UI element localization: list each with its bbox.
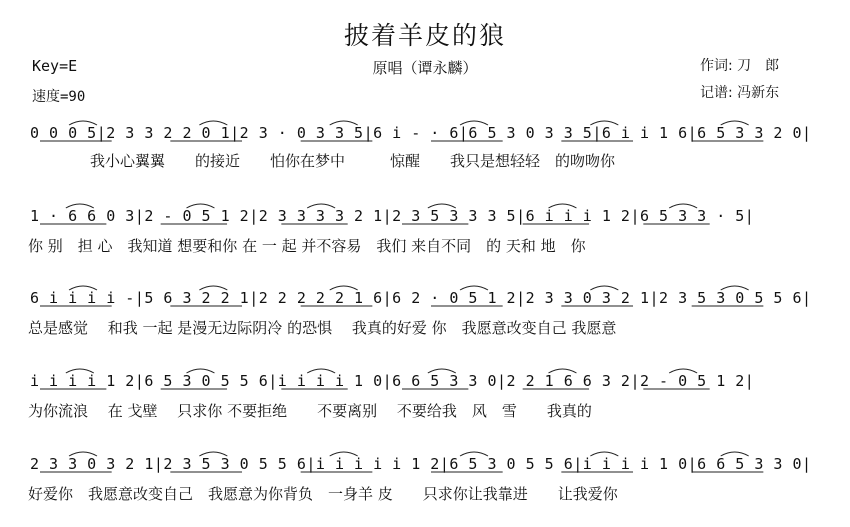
slur-arc — [199, 286, 227, 290]
slur-arc — [428, 204, 456, 208]
song-title: 披着羊皮的狼 — [343, 21, 506, 50]
notation-line-1: 0 0 0 5|2 3 3 2 2 0 1|2 3 · 0 3 3 5|6 i - · 6|6 5 3 0 3 3 5|6 i i 1 6|6 5 3 3 2 0| — [30, 124, 812, 142]
notation-line-2: 1 · 6 6 0 3|2 - 0 5 1 2|2 3 3 3 3 2 1|2 3 5 3 3 3 5|6 i i i 1 2|6 5 3 3 · 5| — [30, 207, 755, 225]
slur-arc — [66, 204, 94, 208]
slur-arc — [721, 452, 749, 456]
original-singer: 原唱（谭永麟） — [372, 59, 478, 77]
slur-arc — [330, 121, 358, 125]
slur-arc — [548, 204, 576, 208]
slur-arc — [330, 452, 358, 456]
lyrics-line-3: 总是感觉 和我 一起 是漫无边际阴冷 的恐惧 我真的好爱 你 我愿意改变自己 我愿意 — [28, 319, 617, 337]
slur-arc — [669, 369, 697, 373]
slur-arc — [307, 204, 335, 208]
slur-arc — [330, 286, 358, 290]
slur-arc — [69, 286, 97, 290]
lyrics-line-4: 为你流浪 在 戈壁 只求你 不要拒绝 不要离别 不要给我 风 雪 我真的 — [28, 402, 592, 420]
slur-arc — [721, 286, 749, 290]
slur-arc — [186, 369, 214, 373]
slur-arc — [721, 121, 749, 125]
notation-line-3: 6 i i i i -|5 6 3 2 2 1|2 2 2 2 2 1 6|6 2 · 0 5 1 2|2 3 3 0 3 2 1|2 3 5 3 0 5 5 6| — [30, 289, 812, 307]
lyrics-line-2: 你 别 担 心 我知道 想要和你 在 一 起 并不容易 我们 来自不同 的 天和 地 你 — [28, 237, 586, 255]
lyrics-line-5: 好爱你 我愿意改变自己 我愿意为你背负 一身羊 皮 只求你让我靠进 让我爱你 — [28, 485, 618, 503]
slur-arc — [460, 286, 488, 290]
slur-arc — [66, 369, 94, 373]
slur-arc — [199, 452, 227, 456]
slur-arc — [69, 452, 97, 456]
slur-arc — [186, 204, 214, 208]
lyricist-credit: 作词: 刀 郎 — [700, 58, 780, 74]
tempo-marking: 速度=90 — [32, 89, 86, 105]
slur-arc — [69, 121, 97, 125]
notation-line-4: i i i i 1 2|6 5 3 0 5 5 6|i i i i 1 0|6 6 5 3 3 0|2 2 1 6 6 3 2|2 - 0 5 1 2| — [30, 372, 755, 390]
slur-arc — [460, 121, 488, 125]
transcriber-credit: 记谱: 冯新东 — [700, 85, 780, 101]
key-signature: Key=E — [32, 57, 78, 75]
slur-arc — [307, 369, 335, 373]
slur-arc — [590, 452, 618, 456]
slur-arc — [669, 204, 697, 208]
slur-arc — [199, 121, 227, 125]
notation-line-5: 2 3 3 0 3 2 1|2 3 5 3 0 5 5 6|i i i i i 1 2|6 5 3 0 5 5 6|i i i i 1 0|6 6 5 3 3 0| — [30, 455, 812, 473]
slur-arc — [460, 452, 488, 456]
slur-arc — [548, 369, 576, 373]
lyrics-line-1: 我小心翼翼 的接近 怕你在梦中 惊醒 我只是想轻轻 的吻吻你 — [90, 152, 616, 170]
slur-arc — [428, 369, 456, 373]
slur-arc — [590, 121, 618, 125]
slur-arc — [590, 286, 618, 290]
